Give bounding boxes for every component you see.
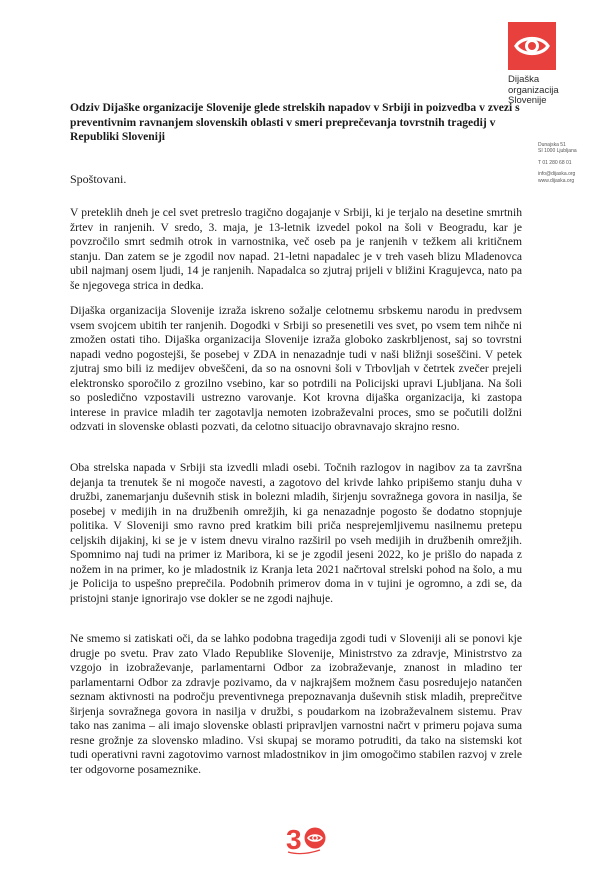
document-title: Odziv Dijaške organizacije Slovenije glede strelskih napadov v Srbiji in poizvedba v zvezi s preventivnim ravnanjem slovenskih oblasti v smeri preprečevanja tovrstnih tragedij v Republiki Sloveniji: [70, 101, 520, 143]
anniversary-30-logo: [284, 822, 334, 856]
eye-icon: [508, 22, 556, 70]
address-line2: SI 1000 Ljubljana: [538, 148, 577, 155]
phone: T 01 280 68 01: [538, 159, 572, 166]
brand-block: [508, 22, 608, 107]
email-link[interactable]: info@dijaska.org: [538, 171, 576, 178]
salutation: Spoštovani.: [70, 172, 127, 186]
web-link[interactable]: www.dijaska.org: [538, 177, 575, 184]
organization-name-line2: organizacija: [508, 84, 559, 96]
address-line1: Dunajska 51: [538, 142, 566, 148]
paragraph: Ne smemo si zatiskati oči, da se lahko podobna tragedija zgodi tudi v Sloveniji ali se ponovi kje drugje po svetu. Prav zato Vlado Republike Slovenije, Ministrstvo za zdravje, Ministrstvo za vzgojo in izobraževanje, parlamentarni Odbor za izobraževanje, znanost in mladino ter parlamentarni Odbor za zdravje pozivamo, da v najkrajšem možnem času posredujejo natančen seznam aktivnosti na področju preventivnega prepoznavanja duševnih stisk mladih, preprečitve širjenja sovražnega govora in nasilja v družbi, s poudarkom na izobraževalnem sistemu. Prav tako nas zanima – ali imajo slovenske oblasti pripravljen varnostni načrt v primeru pojava suma resne grožnje za slovensko mladino. Vsi skupaj se moramo potruditi, da tako na sistemski kot tudi operativni ravni zagotovimo varnost mladostnikov in jim omogočimo stabilen razvoj v zrele ter odgovorne posameznike.: [70, 632, 522, 776]
organization-name-line3: Slovenije: [508, 95, 547, 106]
paragraph: Dijaška organizacija Slovenije izraža iskreno sožalje celotnemu srbskemu narodu in predvsem vsem svojcem ubitih ter ranjenih. Dogodki v Srbiji so presenetili ves svet, po vsem tem nihče ni zmožen ostati tiho. Dijaška organizacija Slovenije izraža globoko zaskrbljenost, saj so tovrstni napadi vedno pogostejši, še posebej v ZDA in nenazadnje tudi v naši bližnji soseščini. V petek zjutraj smo bili iz medijev obveščeni, da so na osnovni šoli v Trbovljah v četrtek zvečer prejeli elektronsko sporočilo z grozilno vsebino, kar so potrdili na Policijski upravi Ljubljana. Na šoli so posledično vzpostavili ustrezno varovanje. Kot krovna dijaška organizacija, ki zastopa interese in pravice mladih ter zagotavlja nemoten izobraževalni proces, smo se počutili dolžni odzvati in slovenske oblasti pozvati, da celotno situacijo obravnavajo skrajno resno.: [70, 304, 522, 433]
contact-info: [538, 142, 577, 184]
organization-name-line1: Dijaška: [508, 74, 540, 85]
paragraph: V preteklih dneh je cel svet pretreslo tragično dogajanje v Srbiji, ki je terjalo na desetine smrtnih žrtev in ranjenih. V sredo, 3. maja, je 13-letnik izvedel pokol na šoli v Beogradu, kar je povzročilo smrt sedmih otrok in varnostnika, več oseb pa je ranjenih v težkem ali kritičnem stanju. Dan zatem se je zgodil nov napad. 21-letni napadalec je v treh vaseh blizu Mladenovca ubil najmanj osem ljudi, 14 je ranjenih. Napadalca so zjutraj prijeli v bližini Kragujevca, nato pa še njegovega strica in dedka.: [70, 206, 522, 292]
organization-name: [508, 75, 608, 107]
svg-text:3: 3: [286, 824, 302, 855]
paragraph: Oba strelska napada v Srbiji sta izvedli mladi osebi. Točnih razlogov in nagibov za ta završna dejanja ta trenutek še ni mogoče navesti, a zagotovo del krivde lahko pripišemo stanju duha v družbi, zanemarjanju duševnih stisk in bolezni mladih, širjenju sovražnega govora in nasilja, še posebej v medijih in na družbenih omrežjih, ki ga nenazadnje pogosto še dodatno stopnjuje politika. V Sloveniji smo ravno pred kratkim bili priča nesprejemljivemu nasilnemu pretepu celjskih dijakinj, ki se je v istem dnevu viralno razširil po vseh medijih in družbenih omrežjih. Spomnimo naj tudi na primer iz Maribora, ki se je zgodil jeseni 2022, ko je prišlo do napada z nožem in na primer, ko je mladostnik iz Kranja leta 2021 načrtoval strelski pohod na šolo, a mu je Policija to uspešno preprečila. Podobnih primerov doma in v tujini je ogromno, a zdi se, da pristojni stanje ignorirajo vse dokler se ne zgodi najhuje.: [70, 461, 522, 605]
